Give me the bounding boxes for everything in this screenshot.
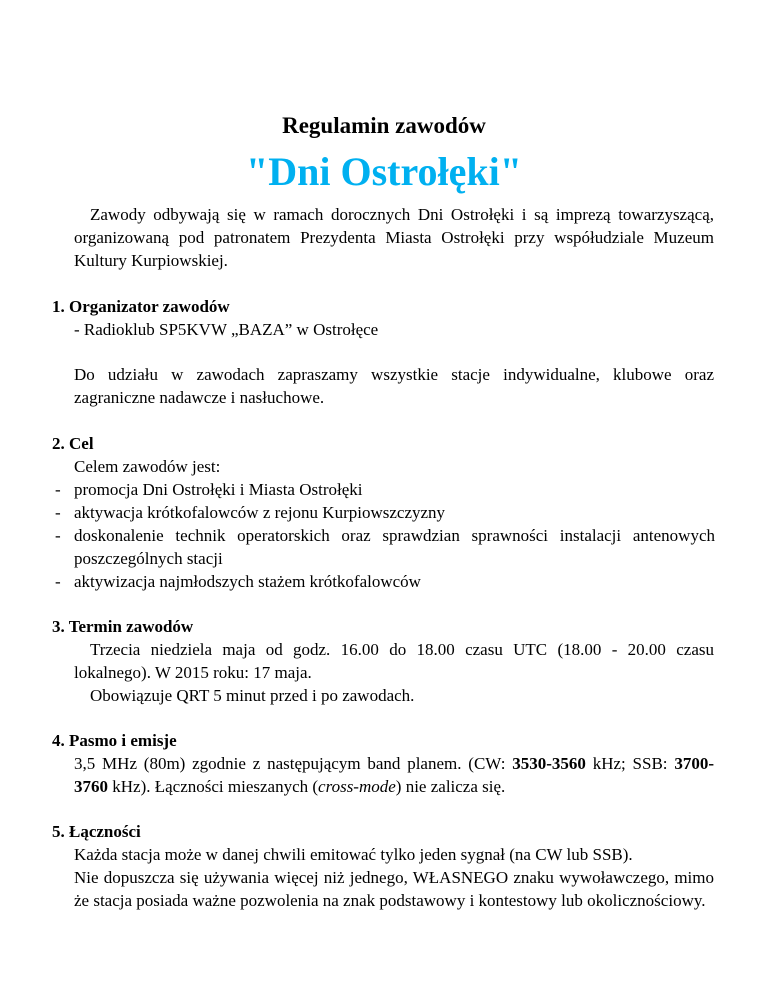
section-1-invitation: Do udziału w zawodach zapraszamy wszystkie stacje indywidualne, klubowe oraz zagraniczne nadawcze i nasłuchowe. xyxy=(74,365,714,407)
cross-mode-term: cross-mode xyxy=(318,777,396,796)
list-item-text: aktywizacja najmłodszych stażem krótkofalowców xyxy=(74,572,421,591)
section-4-text-part: 3,5 MHz (80m) zgodnie z następującym band planem. (CW: xyxy=(74,754,513,773)
section-1-title: 1. Organizator zawodów xyxy=(52,297,230,316)
section-4-text-part: kHz; SSB: xyxy=(585,754,675,773)
document-title: Regulamin zawodów xyxy=(282,113,486,138)
list-dash: - xyxy=(55,480,61,499)
list-item-text: promocja Dni Ostrołęki i Miasta Ostrołęki xyxy=(74,480,363,499)
section-1-organizer: - Radioklub SP5KVW „BAZA” w Ostrołęce xyxy=(74,320,379,339)
section-3-qrt: Obowiązuje QRT 5 minut przed i po zawodach. xyxy=(90,686,415,705)
section-4-title: 4. Pasmo i emisje xyxy=(52,731,177,750)
section-4-text-part: ) nie zalicza się. xyxy=(395,777,506,796)
list-item xyxy=(55,478,715,501)
list-dash: - xyxy=(55,503,61,522)
list-dash: - xyxy=(55,526,61,545)
list-item xyxy=(55,501,715,524)
section-5-title: 5. Łączności xyxy=(52,822,141,841)
list-item xyxy=(55,524,715,570)
list-item-text: aktywacja krótkofalowców z rejonu Kurpiowszczyzny xyxy=(74,503,446,522)
list-dash: - xyxy=(55,572,61,591)
section-2-lead: Celem zawodów jest: xyxy=(74,457,221,476)
section-3-title: 3. Termin zawodów xyxy=(52,617,194,636)
section-5-line-2: Nie dopuszcza się używania więcej niż jednego, WŁASNEGO znaku wywoławczego, mimo że stacja posiada ważne pozwolenia na znak podstawowy i kontestowy lub okolicznościowy. xyxy=(74,868,714,910)
list-item-text: doskonalenie technik operatorskich oraz sprawdzian sprawności instalacji antenowych poszczególnych stacji xyxy=(74,526,715,568)
intro-paragraph: Zawody odbywają się w ramach dorocznych Dni Ostrołęki i są imprezą towarzyszącą, organizowaną pod patronatem Prezydenta Miasta Ostrołęki przy współudziale Muzeum Kultury Kurpiowskiej. xyxy=(74,205,714,270)
document-subtitle: "Dni Ostrołęki" xyxy=(246,149,522,194)
ssb-range: 3700-3760 xyxy=(74,754,714,796)
section-4-text-part: kHz). Łączności mieszanych ( xyxy=(108,777,319,796)
section-2-title: 2. Cel xyxy=(52,434,94,453)
list-item xyxy=(55,570,715,593)
section-3-text: Trzecia niedziela maja od godz. 16.00 do 18.00 czasu UTC (18.00 - 20.00 czasu lokalnego). W 2015 roku: 17 maja. xyxy=(74,640,714,682)
section-4-text xyxy=(74,752,714,798)
cw-range: 3530-3560 xyxy=(512,754,586,773)
section-5-line-1: Każda stacja może w danej chwili emitować tylko jeden sygnał (na CW lub SSB). xyxy=(74,845,633,864)
